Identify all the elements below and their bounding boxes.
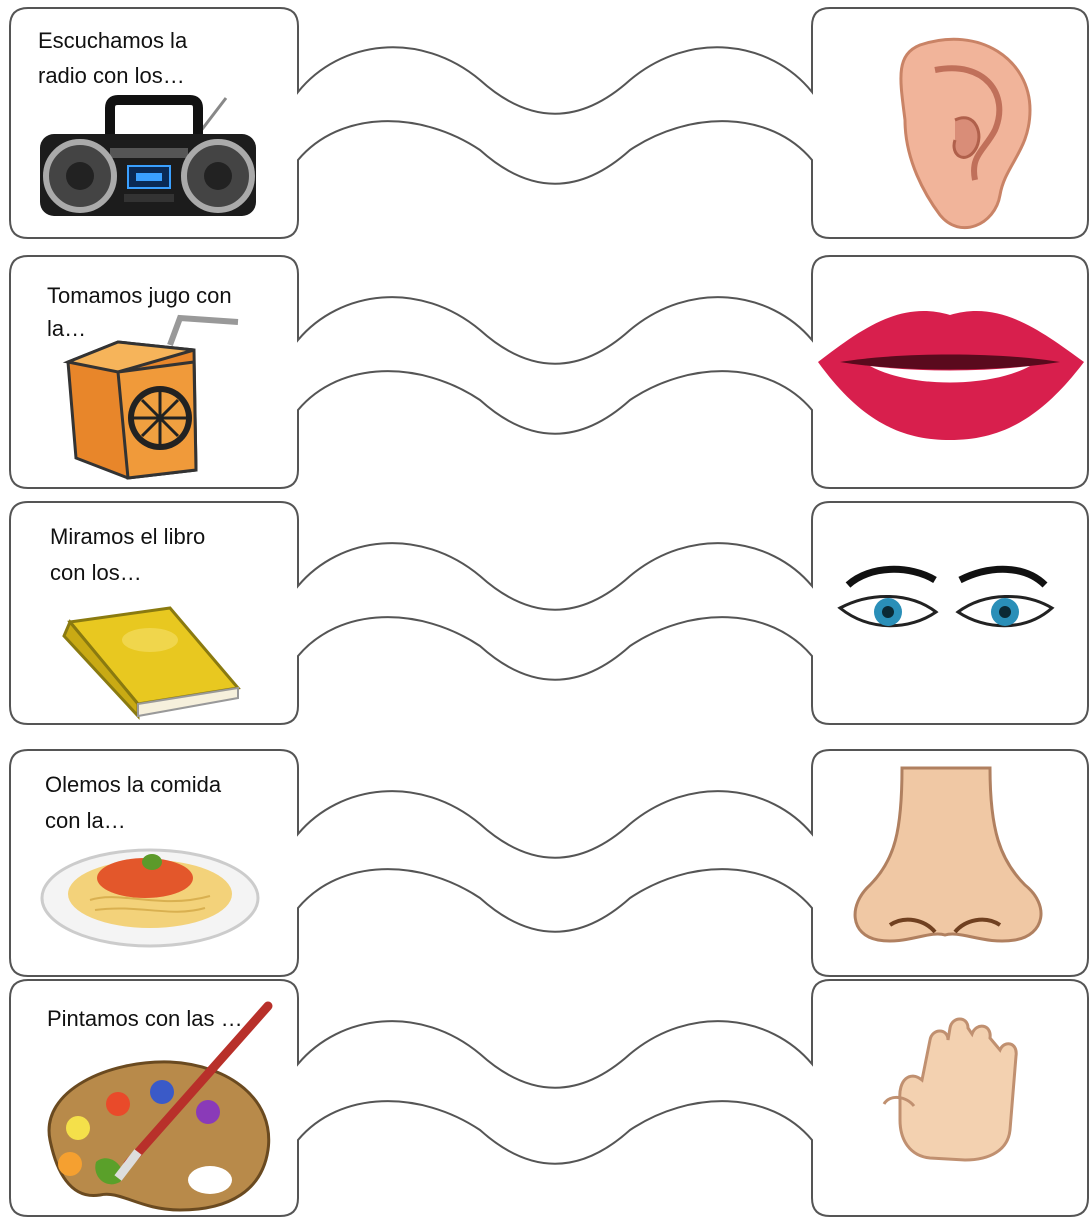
prompt-line-1: Pintamos con las … [47,1006,243,1031]
prompt-line-1: Miramos el libro [50,524,206,549]
prompt-line-2: con la… [45,808,126,833]
book-icon [64,608,238,716]
match-row-5 [10,980,1088,1216]
radio-icon [40,98,256,216]
prompt-line-1: Tomamos jugo con [47,283,232,308]
prompt-line-2: con los… [50,560,142,585]
spaghetti-icon [42,850,258,946]
ear-icon [901,39,1030,227]
eyes-icon [840,569,1052,626]
prompt-line-2: radio con los… [38,63,185,88]
match-row-4 [10,750,1088,976]
lips-icon [818,311,1084,440]
prompt-line-1: Escuchamos la [38,28,188,53]
hand-icon [884,1019,1016,1160]
nose-icon [855,768,1041,941]
match-row-2 [10,256,1088,488]
match-row-3 [10,502,1088,724]
match-row-1 [10,8,1088,238]
juice-box-icon [68,318,238,478]
prompt-line-2: la… [47,316,87,341]
prompt-line-1: Olemos la comida [45,772,222,797]
paint-palette-icon [49,1006,269,1210]
